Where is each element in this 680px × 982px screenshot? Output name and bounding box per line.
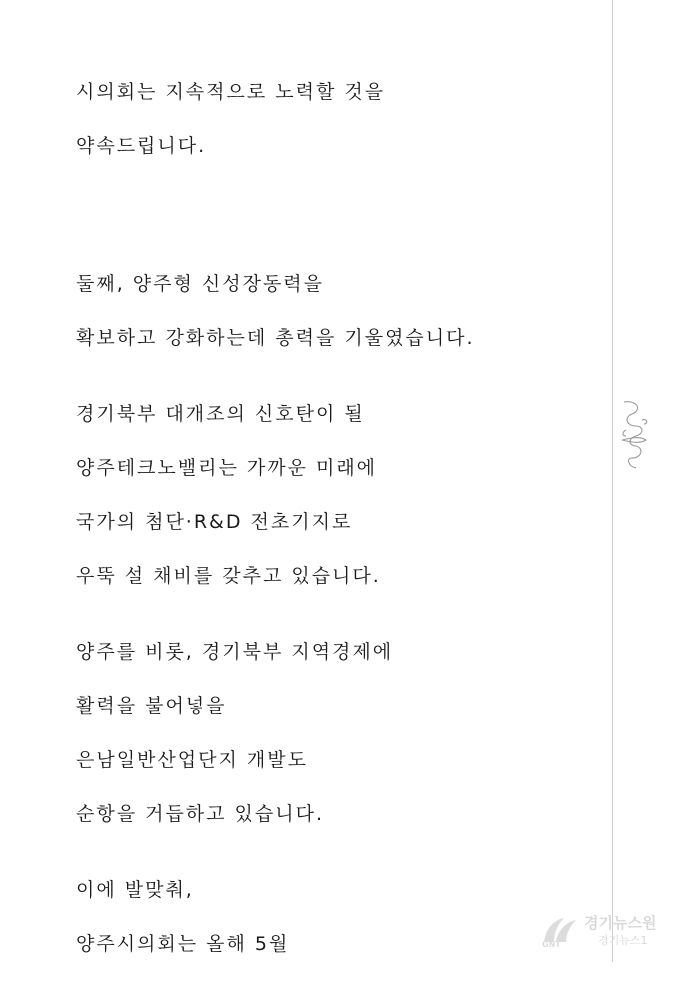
text-line: 은남일반산업단지 개발도 [76, 749, 308, 771]
text-line: 양주테크노밸리는 가까운 미래에 [76, 457, 378, 479]
text-line: 활력을 불어넣을 [76, 695, 227, 717]
text-line: 경기북부 대개조의 신호탄이 될 [76, 403, 365, 425]
flourish-ornament-icon [618, 396, 652, 480]
text-line: 확보하고 강화하는데 총력을 기울였습니다. [76, 327, 475, 349]
text-line: 양주시의회는 올해 5월 [76, 933, 290, 955]
page-divider-line [612, 0, 613, 962]
gnt-logo-icon [540, 912, 580, 948]
document-body [76, 76, 576, 982]
watermark-logo [540, 910, 670, 952]
text-line: 양주를 비롯, 경기북부 지역경제에 [76, 641, 394, 663]
svg-text:GNT: GNT [542, 940, 561, 948]
watermark-subtitle: 경기뉴스1 [598, 934, 648, 947]
text-line: 순항을 거듭하고 있습니다. [76, 803, 325, 825]
watermark-name: 경기뉴스원 [584, 914, 657, 932]
text-line: 둘째, 양주형 신성장동력을 [76, 273, 325, 295]
text-line: 우뚝 설 채비를 갖추고 있습니다. [76, 565, 381, 587]
text-line: 약속드립니다. [76, 135, 207, 157]
text-line: 이에 발맞춰, [76, 879, 194, 901]
text-line: 국가의 첨단·R&D 전초기지로 [76, 511, 353, 533]
text-line: 시의회는 지속적으로 노력할 것을 [76, 81, 386, 103]
